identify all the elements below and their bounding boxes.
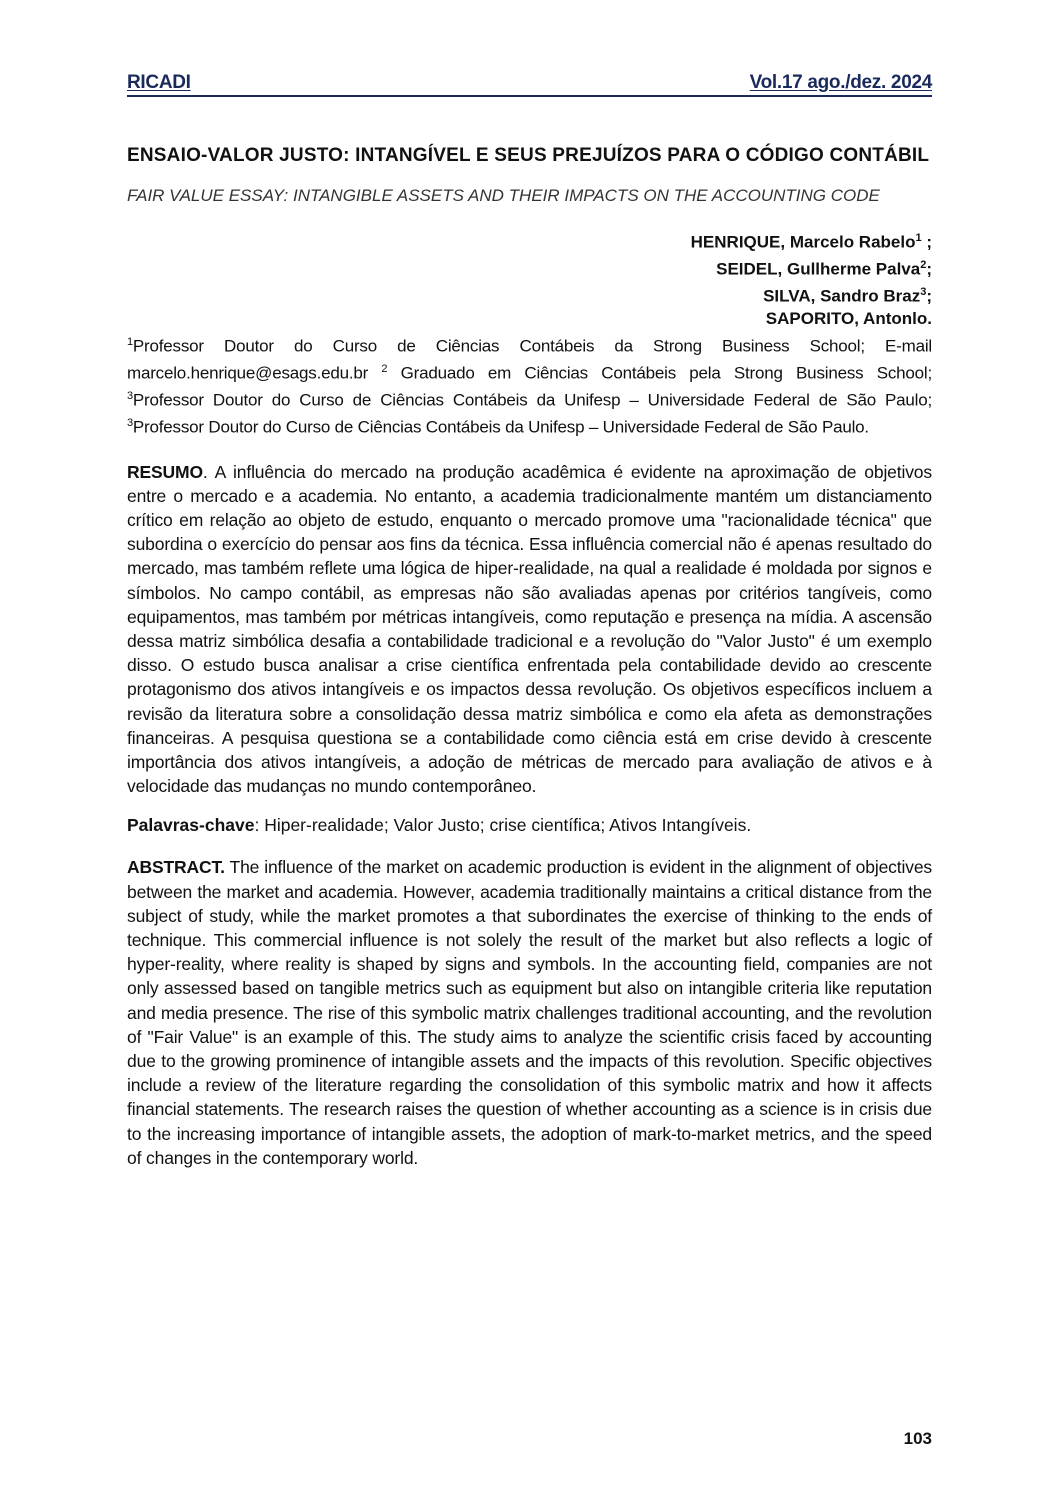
issue-info: Vol.17 ago./dez. 2024 [749, 72, 932, 93]
keywords-label: Palavras-chave [127, 815, 255, 836]
abstract-label: ABSTRACT. [127, 857, 225, 878]
page-number: 103 [903, 1429, 932, 1448]
author-entry: SILVA, Sandro Braz$^3$; [763, 286, 932, 306]
resumo-paragraph: RESUMO. A influência do mercado na produção acadêmica é evidente na aproximação de objetivos entre o mercado e a academia. No entanto, a academia tradicionalmente mantém um distanciamento crítico em relação ao objeto de estudo, enquanto o mercado promove uma "racionalidade técnica" que subordina o exercício do pensar aos fins da técnica. Essa influência comercial não é apenas resultado do mercado, mas também reflete uma lógica de hiper-realidade, na qual a realidade é moldada por signos e símbolos. No campo contábil, as empresas não são avaliadas apenas por critérios tangíveis, como equipamentos, mas também por métricas intangíveis, como reputação e presença na mídia. A ascensão dessa matriz simbólica desafia a contabilidade tradicional e a revolução do "Valor Justo" é um exemplo disso. O estudo busca analisar a crise científica enfrentada pela contabilidade devido ao crescente protagonismo dos ativos intangíveis e os impactos dessa revolução. Os objetivos específicos incluem a revisão da literatura sobre a consolidação dessa matriz simbólica e como ela afeta as demonstrações financeiras. A pesquisa questiona se a contabilidade como ciência está em crise devido à crescente importância dos ativos intangíveis, a adoção de métricas de mercado para avaliação de ativos e à velocidade das mudanças no mundo contemporâneo. [127, 461, 932, 797]
paper-subtitle-english: FAIR VALUE ESSAY: INTANGIBLE ASSETS AND THEIR IMPACTS ON THE ACCOUNTING CODE [127, 186, 880, 205]
author-entry: HENRIQUE, Marcelo Rabelo$^1$ ; [690, 232, 932, 252]
abstract-paragraph: ABSTRACT. The influence of the market on academic production is evident in the alignment of objectives between the market and academia. However, academia traditionally maintains a critical distance from the subject of study, while the market promotes a that subordinates the exercise of thinking to the ends of technique. This commercial influence is not solely the result of the market but also reflects a logic of hyper-reality, where reality is shaped by signs and symbols. In the accounting field, companies are not only assessed based on tangible metrics such as equipment but also on intangible criteria like reputation and media presence. The rise of this symbolic matrix challenges traditional accounting, and the revolution of "Fair Value" is an example of this. The study aims to analyze the scientific crisis faced by accounting due to the growing prominence of intangible assets and the impacts of this revolution. Specific objectives include a review of the literature regarding the consolidation of this symbolic matrix and how it affects financial statements. The research raises the question of whether accounting as a science is in crisis due to the increasing importance of intangible assets, the adoption of mark-to-market metrics, and the speed of changes in the contemporary world. [127, 857, 932, 1168]
journal-name: RICADI [127, 72, 191, 93]
author-entry: SEIDEL, Gullherme Palva$^2$; [716, 259, 932, 279]
resumo-label: RESUMO [127, 461, 203, 482]
keywords-line: Palavras-chave: Hiper-realidade; Valor Justo; crise científica; Ativos Intangíveis. [127, 815, 752, 836]
author-entry: SAPORITO, Antonlo. [765, 309, 932, 329]
paper-page [127, 72, 932, 1170]
author-list [127, 227, 932, 331]
author-affiliations: $^1$Professor Doutor do Curso de Ciências Contábeis da Strong Business School; E-mail marcelo.henrique@esags.edu.br $^2$ Graduado em Ciências Contábeis pela Strong Business School; $^3$Professor Doutor do Curso de Ciências Contábeis da Unifesp – Universidade Federal de São Paulo; $^3$Professor Doutor do Curso de Ciências Contábeis da Unifesp – Universidade Federal de São Paulo. [127, 335, 933, 438]
running-header [127, 72, 932, 97]
paper-title: ENSAIO-VALOR JUSTO: INTANGÍVEL E SEUS PREJUÍZOS PARA O CÓDIGO CONTÁBIL [127, 145, 930, 166]
